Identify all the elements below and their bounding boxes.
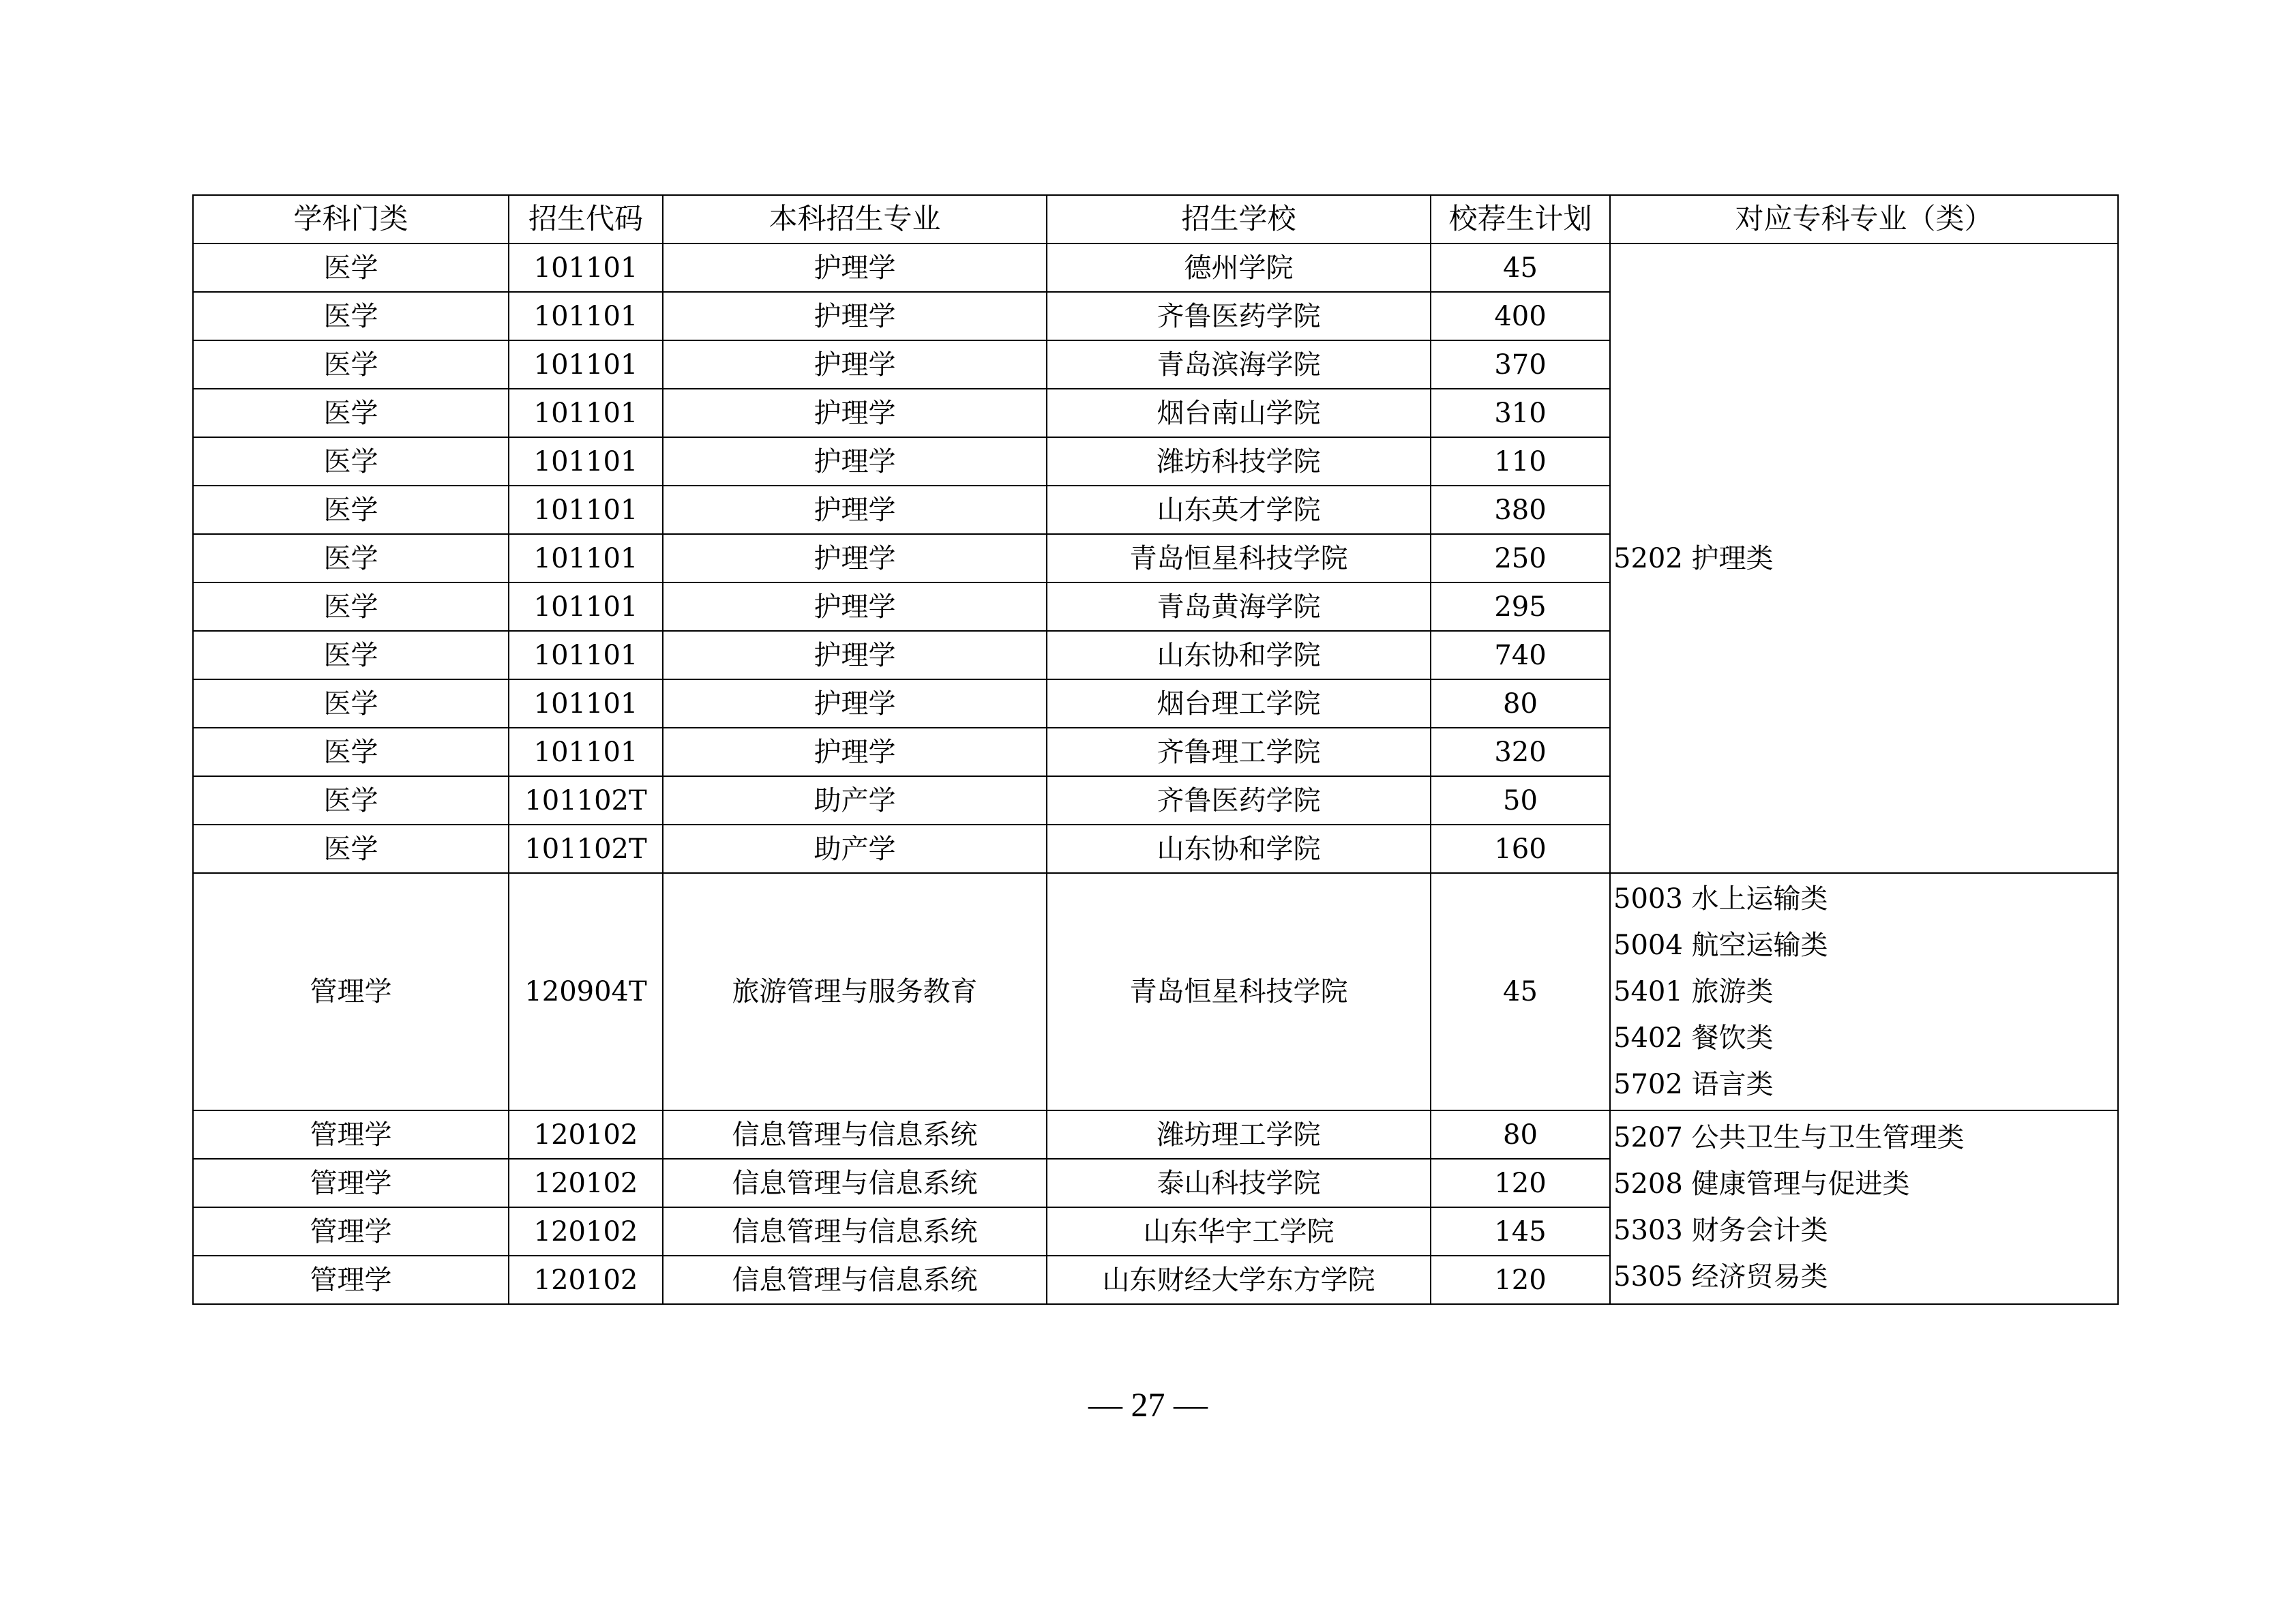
header-school: 招生学校 <box>1047 195 1431 243</box>
cell-code: 101101 <box>509 631 663 679</box>
cell-school: 山东协和学院 <box>1047 825 1431 873</box>
cell-school: 青岛滨海学院 <box>1047 340 1431 389</box>
cell-category: 医学 <box>193 728 509 776</box>
cell-code: 101101 <box>509 437 663 486</box>
cell-category: 管理学 <box>193 1256 509 1304</box>
header-corresponding: 对应专科专业（类） <box>1610 195 2118 243</box>
cell-code: 120102 <box>509 1110 663 1159</box>
cell-code: 120102 <box>509 1159 663 1207</box>
cell-major: 护理学 <box>663 486 1047 534</box>
cell-major: 护理学 <box>663 389 1047 437</box>
cell-category: 管理学 <box>193 1110 509 1159</box>
page-number: — 27 — <box>1088 1385 1208 1423</box>
cell-category: 医学 <box>193 340 509 389</box>
cell-category: 管理学 <box>193 873 509 1110</box>
cell-code: 120102 <box>509 1207 663 1256</box>
cell-major: 护理学 <box>663 243 1047 292</box>
cell-code: 101101 <box>509 340 663 389</box>
cell-major: 护理学 <box>663 437 1047 486</box>
cell-major: 护理学 <box>663 340 1047 389</box>
cell-school: 齐鲁医药学院 <box>1047 776 1431 825</box>
cell-school: 青岛恒星科技学院 <box>1047 534 1431 582</box>
header-category: 学科门类 <box>193 195 509 243</box>
cell-category: 医学 <box>193 389 509 437</box>
cell-category: 医学 <box>193 292 509 340</box>
cell-category: 医学 <box>193 679 509 728</box>
cell-code: 101101 <box>509 582 663 631</box>
cell-plan: 740 <box>1431 631 1610 679</box>
cell-category: 医学 <box>193 582 509 631</box>
cell-category: 医学 <box>193 825 509 873</box>
corresponding-line: 5202 护理类 <box>1613 542 1774 574</box>
enrollment-table <box>192 194 2119 1305</box>
cell-school: 齐鲁医药学院 <box>1047 292 1431 340</box>
cell-plan: 145 <box>1431 1207 1610 1256</box>
cell-plan: 80 <box>1431 1110 1610 1159</box>
header-plan: 校荐生计划 <box>1431 195 1610 243</box>
cell-major: 信息管理与信息系统 <box>663 1110 1047 1159</box>
cell-school: 德州学院 <box>1047 243 1431 292</box>
cell-code: 101102T <box>509 825 663 873</box>
cell-major: 信息管理与信息系统 <box>663 1207 1047 1256</box>
cell-plan: 380 <box>1431 486 1610 534</box>
cell-category: 医学 <box>193 486 509 534</box>
corresponding-line: 5004 航空运输类 <box>1613 930 1828 961</box>
cell-school: 山东华宇工学院 <box>1047 1207 1431 1256</box>
cell-major: 信息管理与信息系统 <box>663 1256 1047 1304</box>
cell-major: 护理学 <box>663 292 1047 340</box>
cell-corresponding <box>1610 243 2118 873</box>
cell-code: 101101 <box>509 389 663 437</box>
cell-plan: 295 <box>1431 582 1610 631</box>
cell-major: 信息管理与信息系统 <box>663 1159 1047 1207</box>
cell-code: 101101 <box>509 292 663 340</box>
cell-plan: 45 <box>1431 243 1610 292</box>
cell-school: 烟台南山学院 <box>1047 389 1431 437</box>
cell-school: 青岛恒星科技学院 <box>1047 873 1431 1110</box>
cell-plan: 80 <box>1431 679 1610 728</box>
cell-school: 齐鲁理工学院 <box>1047 728 1431 776</box>
cell-plan: 110 <box>1431 437 1610 486</box>
cell-code: 120904T <box>509 873 663 1110</box>
cell-plan: 320 <box>1431 728 1610 776</box>
cell-school: 山东协和学院 <box>1047 631 1431 679</box>
table-row <box>193 873 2118 1110</box>
cell-plan: 120 <box>1431 1159 1610 1207</box>
cell-code: 101101 <box>509 534 663 582</box>
cell-plan: 400 <box>1431 292 1610 340</box>
cell-major: 助产学 <box>663 776 1047 825</box>
cell-school: 潍坊理工学院 <box>1047 1110 1431 1159</box>
cell-plan: 45 <box>1431 873 1610 1110</box>
cell-major: 助产学 <box>663 825 1047 873</box>
header-code: 招生代码 <box>509 195 663 243</box>
cell-major: 旅游管理与服务教育 <box>663 873 1047 1110</box>
cell-code: 120102 <box>509 1256 663 1304</box>
cell-school: 山东英才学院 <box>1047 486 1431 534</box>
corresponding-line: 5303 财务会计类 <box>1613 1215 1828 1246</box>
cell-code: 101101 <box>509 243 663 292</box>
corresponding-line: 5003 水上运输类 <box>1613 883 1828 915</box>
cell-category: 医学 <box>193 776 509 825</box>
corresponding-line: 5702 语言类 <box>1613 1069 1774 1100</box>
cell-major: 护理学 <box>663 728 1047 776</box>
corresponding-line: 5402 餐饮类 <box>1613 1022 1774 1054</box>
cell-plan: 310 <box>1431 389 1610 437</box>
cell-corresponding <box>1610 873 2118 1110</box>
cell-plan: 250 <box>1431 534 1610 582</box>
cell-school: 潍坊科技学院 <box>1047 437 1431 486</box>
cell-category: 医学 <box>193 243 509 292</box>
cell-major: 护理学 <box>663 582 1047 631</box>
cell-plan: 370 <box>1431 340 1610 389</box>
table-body <box>193 243 2118 1304</box>
cell-code: 101101 <box>509 679 663 728</box>
table-header-row <box>193 195 2118 243</box>
cell-category: 医学 <box>193 534 509 582</box>
cell-school: 泰山科技学院 <box>1047 1159 1431 1207</box>
cell-school: 山东财经大学东方学院 <box>1047 1256 1431 1304</box>
cell-major: 护理学 <box>663 679 1047 728</box>
cell-school: 青岛黄海学院 <box>1047 582 1431 631</box>
cell-code: 101101 <box>509 486 663 534</box>
cell-major: 护理学 <box>663 631 1047 679</box>
cell-major: 护理学 <box>663 534 1047 582</box>
cell-plan: 160 <box>1431 825 1610 873</box>
cell-plan: 50 <box>1431 776 1610 825</box>
corresponding-line: 5207 公共卫生与卫生管理类 <box>1613 1122 1965 1153</box>
cell-category: 医学 <box>193 631 509 679</box>
table-row <box>193 1110 2118 1159</box>
table-row <box>193 243 2118 292</box>
corresponding-line: 5305 经济贸易类 <box>1613 1261 1828 1293</box>
header-major: 本科招生专业 <box>663 195 1047 243</box>
corresponding-line: 5208 健康管理与促进类 <box>1613 1168 1910 1200</box>
cell-category: 医学 <box>193 437 509 486</box>
corresponding-line: 5401 旅游类 <box>1613 976 1774 1007</box>
cell-plan: 120 <box>1431 1256 1610 1304</box>
cell-category: 管理学 <box>193 1207 509 1256</box>
cell-school: 烟台理工学院 <box>1047 679 1431 728</box>
cell-corresponding <box>1610 1110 2118 1304</box>
cell-code: 101102T <box>509 776 663 825</box>
cell-code: 101101 <box>509 728 663 776</box>
cell-category: 管理学 <box>193 1159 509 1207</box>
